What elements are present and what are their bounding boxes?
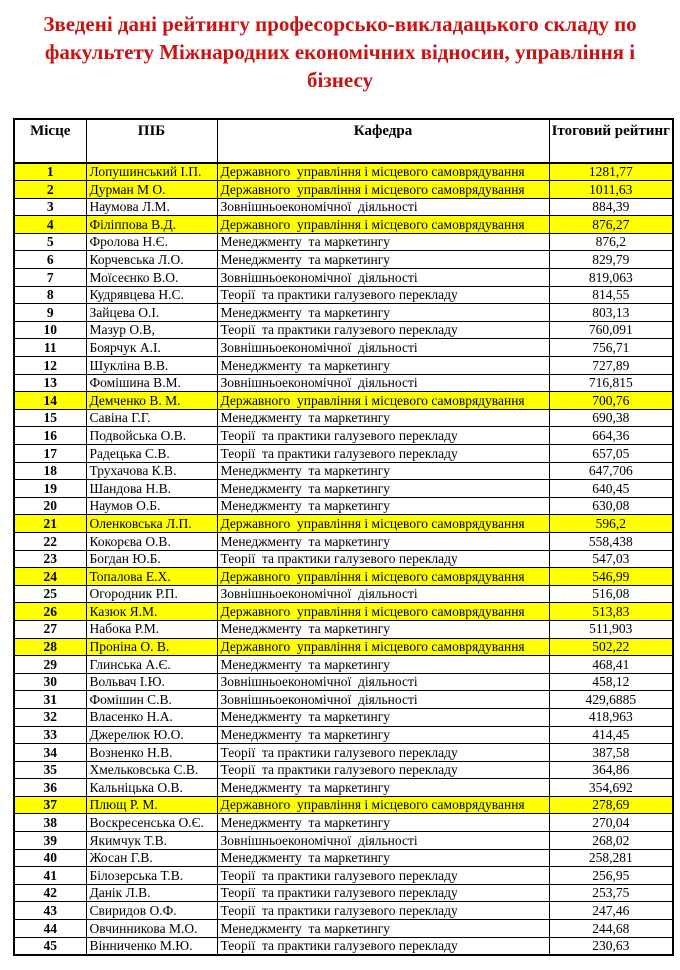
- table-row: [14, 603, 673, 621]
- name-cell: Вольвач І.Ю.: [86, 673, 217, 691]
- rating-cell: 546,99: [549, 568, 673, 586]
- rating-cell: 716,815: [549, 374, 673, 392]
- place-cell: 43: [14, 902, 86, 920]
- name-cell: Білозерська Т.В.: [86, 867, 217, 885]
- rating-cell: 418,963: [549, 708, 673, 726]
- name-cell: Огородник Р.П.: [86, 585, 217, 603]
- rating-cell: 803,13: [549, 304, 673, 322]
- department-cell: Державного управління і місцевого самоврядування: [217, 568, 549, 586]
- rating-cell: 429,6885: [549, 691, 673, 709]
- department-cell: Менеджменту та маркетингу: [217, 462, 549, 480]
- department-cell: Теорії та практики галузевого перекладу: [217, 937, 549, 955]
- place-cell: 29: [14, 656, 86, 674]
- department-cell: Державного управління і місцевого самоврядування: [217, 796, 549, 814]
- table-row: [14, 673, 673, 691]
- department-cell: Теорії та практики галузевого перекладу: [217, 550, 549, 568]
- name-cell: Фомішин С.В.: [86, 691, 217, 709]
- place-cell: 36: [14, 779, 86, 797]
- name-cell: Кокорєва О.В.: [86, 532, 217, 550]
- department-cell: Менеджменту та маркетингу: [217, 409, 549, 427]
- name-cell: Возненко Н.В.: [86, 744, 217, 762]
- table-row: [14, 233, 673, 251]
- header-place: Місце: [14, 119, 86, 163]
- table-row: [14, 849, 673, 867]
- place-cell: 30: [14, 673, 86, 691]
- place-cell: 45: [14, 937, 86, 955]
- place-cell: 8: [14, 286, 86, 304]
- department-cell: Менеджменту та маркетингу: [217, 620, 549, 638]
- place-cell: 25: [14, 585, 86, 603]
- place-cell: 15: [14, 409, 86, 427]
- rating-cell: 256,95: [549, 867, 673, 885]
- name-cell: Зайцева О.І.: [86, 304, 217, 322]
- table-row: [14, 497, 673, 515]
- table-row: [14, 462, 673, 480]
- table-row: [14, 620, 673, 638]
- department-cell: Менеджменту та маркетингу: [217, 480, 549, 498]
- place-cell: 31: [14, 691, 86, 709]
- name-cell: Богдан Ю.Б.: [86, 550, 217, 568]
- name-cell: Проніна О. В.: [86, 638, 217, 656]
- department-cell: Державного управління і місцевого самоврядування: [217, 216, 549, 234]
- department-cell: Менеджменту та маркетингу: [217, 357, 549, 375]
- department-cell: Менеджменту та маркетингу: [217, 233, 549, 251]
- rating-cell: 244,68: [549, 920, 673, 938]
- rating-cell: 354,692: [549, 779, 673, 797]
- document-page: [0, 10, 680, 956]
- rating-cell: 270,04: [549, 814, 673, 832]
- department-cell: Менеджменту та маркетингу: [217, 532, 549, 550]
- place-cell: 22: [14, 532, 86, 550]
- name-cell: Жосан Г.В.: [86, 849, 217, 867]
- rating-cell: 230,63: [549, 937, 673, 955]
- name-cell: Плющ Р. М.: [86, 796, 217, 814]
- department-cell: Теорії та практики галузевого перекладу: [217, 761, 549, 779]
- rating-cell: 829,79: [549, 251, 673, 269]
- place-cell: 40: [14, 849, 86, 867]
- department-cell: Менеджменту та маркетингу: [217, 251, 549, 269]
- place-cell: 5: [14, 233, 86, 251]
- department-cell: Менеджменту та маркетингу: [217, 304, 549, 322]
- rating-cell: 657,05: [549, 445, 673, 463]
- table-row: [14, 515, 673, 533]
- department-cell: Державного управління і місцевого самоврядування: [217, 638, 549, 656]
- table-row: [14, 814, 673, 832]
- rating-cell: 1281,77: [549, 163, 673, 181]
- name-cell: Якимчук Т.В.: [86, 832, 217, 850]
- name-cell: Шукліна В.В.: [86, 357, 217, 375]
- table-row: [14, 181, 673, 199]
- place-cell: 9: [14, 304, 86, 322]
- department-cell: Державного управління і місцевого самоврядування: [217, 392, 549, 410]
- table-row: [14, 374, 673, 392]
- page-title: Зведені дані рейтингу професорсько-викладацького складу по факультету Міжнародних економічних відносин, управління і бізнесу: [43, 12, 637, 92]
- name-cell: Лопушинський І.П.: [86, 163, 217, 181]
- department-cell: Менеджменту та маркетингу: [217, 726, 549, 744]
- name-cell: Данік Л.В.: [86, 884, 217, 902]
- header-dept: Кафедра: [217, 119, 549, 163]
- name-cell: Боярчук А.І.: [86, 339, 217, 357]
- name-cell: Шандова Н.В.: [86, 480, 217, 498]
- header-row: [14, 119, 673, 163]
- department-cell: Державного управління і місцевого самоврядування: [217, 603, 549, 621]
- place-cell: 35: [14, 761, 86, 779]
- department-cell: Менеджменту та маркетингу: [217, 814, 549, 832]
- table-row: [14, 867, 673, 885]
- table-row: [14, 691, 673, 709]
- rating-cell: 664,36: [549, 427, 673, 445]
- table-row: [14, 321, 673, 339]
- header-name: ПІБ: [86, 119, 217, 163]
- name-cell: Свиридов О.Ф.: [86, 902, 217, 920]
- name-cell: Філіппова В.Д.: [86, 216, 217, 234]
- department-cell: Теорії та практики галузевого перекладу: [217, 884, 549, 902]
- table-row: [14, 198, 673, 216]
- department-cell: Теорії та практики галузевого перекладу: [217, 321, 549, 339]
- name-cell: Моїсеєнко В.О.: [86, 269, 217, 287]
- place-cell: 28: [14, 638, 86, 656]
- name-cell: Набока Р.М.: [86, 620, 217, 638]
- rating-cell: 513,83: [549, 603, 673, 621]
- rating-cell: 1011,63: [549, 181, 673, 199]
- name-cell: Оленковська Л.П.: [86, 515, 217, 533]
- place-cell: 38: [14, 814, 86, 832]
- place-cell: 27: [14, 620, 86, 638]
- place-cell: 19: [14, 480, 86, 498]
- table-row: [14, 216, 673, 234]
- rating-cell: 268,02: [549, 832, 673, 850]
- header-rating: Ітоговий рейтинг: [549, 119, 673, 163]
- name-cell: Подвойська О.В.: [86, 427, 217, 445]
- name-cell: Демченко В. М.: [86, 392, 217, 410]
- place-cell: 10: [14, 321, 86, 339]
- place-cell: 32: [14, 708, 86, 726]
- department-cell: Зовнішньоекономічної діяльності: [217, 374, 549, 392]
- department-cell: Державного управління і місцевого самоврядування: [217, 515, 549, 533]
- name-cell: Трухачова К.В.: [86, 462, 217, 480]
- table-row: [14, 920, 673, 938]
- table-row: [14, 251, 673, 269]
- rating-cell: 760,091: [549, 321, 673, 339]
- name-cell: Воскресенська О.Є.: [86, 814, 217, 832]
- name-cell: Наумова Л.М.: [86, 198, 217, 216]
- department-cell: Зовнішньоекономічної діяльності: [217, 673, 549, 691]
- department-cell: Зовнішньоекономічної діяльності: [217, 691, 549, 709]
- department-cell: Зовнішньоекономічної діяльності: [217, 585, 549, 603]
- rating-cell: 364,86: [549, 761, 673, 779]
- table-row: [14, 357, 673, 375]
- place-cell: 26: [14, 603, 86, 621]
- place-cell: 41: [14, 867, 86, 885]
- table-row: [14, 638, 673, 656]
- table-row: [14, 480, 673, 498]
- place-cell: 23: [14, 550, 86, 568]
- rating-cell: 876,27: [549, 216, 673, 234]
- place-cell: 7: [14, 269, 86, 287]
- name-cell: Глинська А.Є.: [86, 656, 217, 674]
- table-row: [14, 532, 673, 550]
- table-row: [14, 708, 673, 726]
- place-cell: 14: [14, 392, 86, 410]
- place-cell: 21: [14, 515, 86, 533]
- rating-cell: 458,12: [549, 673, 673, 691]
- place-cell: 16: [14, 427, 86, 445]
- rating-cell: 414,45: [549, 726, 673, 744]
- rating-cell: 258,281: [549, 849, 673, 867]
- rating-cell: 814,55: [549, 286, 673, 304]
- place-cell: 37: [14, 796, 86, 814]
- table-row: [14, 163, 673, 181]
- department-cell: Державного управління і місцевого самоврядування: [217, 181, 549, 199]
- table-row: [14, 761, 673, 779]
- rating-table-head: [14, 119, 673, 163]
- table-row: [14, 726, 673, 744]
- department-cell: Теорії та практики галузевого перекладу: [217, 286, 549, 304]
- name-cell: Корчевська Л.О.: [86, 251, 217, 269]
- name-cell: Мазур О.В,: [86, 321, 217, 339]
- table-row: [14, 339, 673, 357]
- place-cell: 34: [14, 744, 86, 762]
- place-cell: 18: [14, 462, 86, 480]
- name-cell: Фомішина В.М.: [86, 374, 217, 392]
- rating-cell: 727,89: [549, 357, 673, 375]
- rating-cell: 819,063: [549, 269, 673, 287]
- table-row: [14, 445, 673, 463]
- table-row: [14, 568, 673, 586]
- name-cell: Казюк Я.М.: [86, 603, 217, 621]
- rating-cell: 278,69: [549, 796, 673, 814]
- name-cell: Дурман М О.: [86, 181, 217, 199]
- table-row: [14, 796, 673, 814]
- department-cell: Зовнішньоекономічної діяльності: [217, 198, 549, 216]
- table-row: [14, 832, 673, 850]
- table-row: [14, 656, 673, 674]
- rating-cell: 630,08: [549, 497, 673, 515]
- table-row: [14, 902, 673, 920]
- name-cell: Хмельковська С.В.: [86, 761, 217, 779]
- rating-cell: 756,71: [549, 339, 673, 357]
- rating-cell: 253,75: [549, 884, 673, 902]
- table-row: [14, 427, 673, 445]
- place-cell: 39: [14, 832, 86, 850]
- rating-cell: 596,2: [549, 515, 673, 533]
- department-cell: Теорії та практики галузевого перекладу: [217, 445, 549, 463]
- department-cell: Менеджменту та маркетингу: [217, 849, 549, 867]
- rating-table: [13, 118, 674, 956]
- name-cell: Савіна Г.Г.: [86, 409, 217, 427]
- rating-cell: 700,76: [549, 392, 673, 410]
- department-cell: Теорії та практики галузевого перекладу: [217, 867, 549, 885]
- place-cell: 20: [14, 497, 86, 515]
- place-cell: 24: [14, 568, 86, 586]
- table-row: [14, 744, 673, 762]
- rating-cell: 502,22: [549, 638, 673, 656]
- name-cell: Овчинникова М.О.: [86, 920, 217, 938]
- name-cell: Кальніцька О.В.: [86, 779, 217, 797]
- department-cell: Теорії та практики галузевого перекладу: [217, 902, 549, 920]
- department-cell: Державного управління і місцевого самоврядування: [217, 163, 549, 181]
- table-row: [14, 779, 673, 797]
- rating-cell: 884,39: [549, 198, 673, 216]
- place-cell: 11: [14, 339, 86, 357]
- place-cell: 12: [14, 357, 86, 375]
- table-row: [14, 585, 673, 603]
- department-cell: Зовнішньоекономічної діяльності: [217, 269, 549, 287]
- department-cell: Теорії та практики галузевого перекладу: [217, 427, 549, 445]
- name-cell: Топалова Е.Х.: [86, 568, 217, 586]
- rating-cell: 468,41: [549, 656, 673, 674]
- table-row: [14, 409, 673, 427]
- rating-cell: 387,58: [549, 744, 673, 762]
- rating-cell: 876,2: [549, 233, 673, 251]
- name-cell: Кудрявцева Н.С.: [86, 286, 217, 304]
- department-cell: Менеджменту та маркетингу: [217, 708, 549, 726]
- rating-cell: 511,903: [549, 620, 673, 638]
- table-row: [14, 392, 673, 410]
- place-cell: 2: [14, 181, 86, 199]
- place-cell: 4: [14, 216, 86, 234]
- name-cell: Джерелюк Ю.О.: [86, 726, 217, 744]
- department-cell: Менеджменту та маркетингу: [217, 497, 549, 515]
- place-cell: 13: [14, 374, 86, 392]
- name-cell: Вінниченко М.Ю.: [86, 937, 217, 955]
- place-cell: 44: [14, 920, 86, 938]
- name-cell: Наумов О.Б.: [86, 497, 217, 515]
- place-cell: 1: [14, 163, 86, 181]
- place-cell: 42: [14, 884, 86, 902]
- department-cell: Менеджменту та маркетингу: [217, 656, 549, 674]
- rating-cell: 247,46: [549, 902, 673, 920]
- department-cell: Теорії та практики галузевого перекладу: [217, 744, 549, 762]
- rating-table-body: [14, 163, 673, 955]
- department-cell: Менеджменту та маркетингу: [217, 920, 549, 938]
- table-row: [14, 304, 673, 322]
- rating-cell: 516,08: [549, 585, 673, 603]
- department-cell: Зовнішньоекономічної діяльності: [217, 832, 549, 850]
- name-cell: Радецька С.В.: [86, 445, 217, 463]
- place-cell: 3: [14, 198, 86, 216]
- name-cell: Власенко Н.А.: [86, 708, 217, 726]
- place-cell: 6: [14, 251, 86, 269]
- rating-cell: 647,706: [549, 462, 673, 480]
- rating-cell: 690,38: [549, 409, 673, 427]
- rating-cell: 547,03: [549, 550, 673, 568]
- table-row: [14, 286, 673, 304]
- rating-cell: 558,438: [549, 532, 673, 550]
- department-cell: Менеджменту та маркетингу: [217, 779, 549, 797]
- place-cell: 33: [14, 726, 86, 744]
- table-row: [14, 937, 673, 955]
- place-cell: 17: [14, 445, 86, 463]
- rating-cell: 640,45: [549, 480, 673, 498]
- department-cell: Зовнішньоекономічної діяльності: [217, 339, 549, 357]
- table-row: [14, 884, 673, 902]
- table-row: [14, 550, 673, 568]
- name-cell: Фролова Н.Є.: [86, 233, 217, 251]
- table-row: [14, 269, 673, 287]
